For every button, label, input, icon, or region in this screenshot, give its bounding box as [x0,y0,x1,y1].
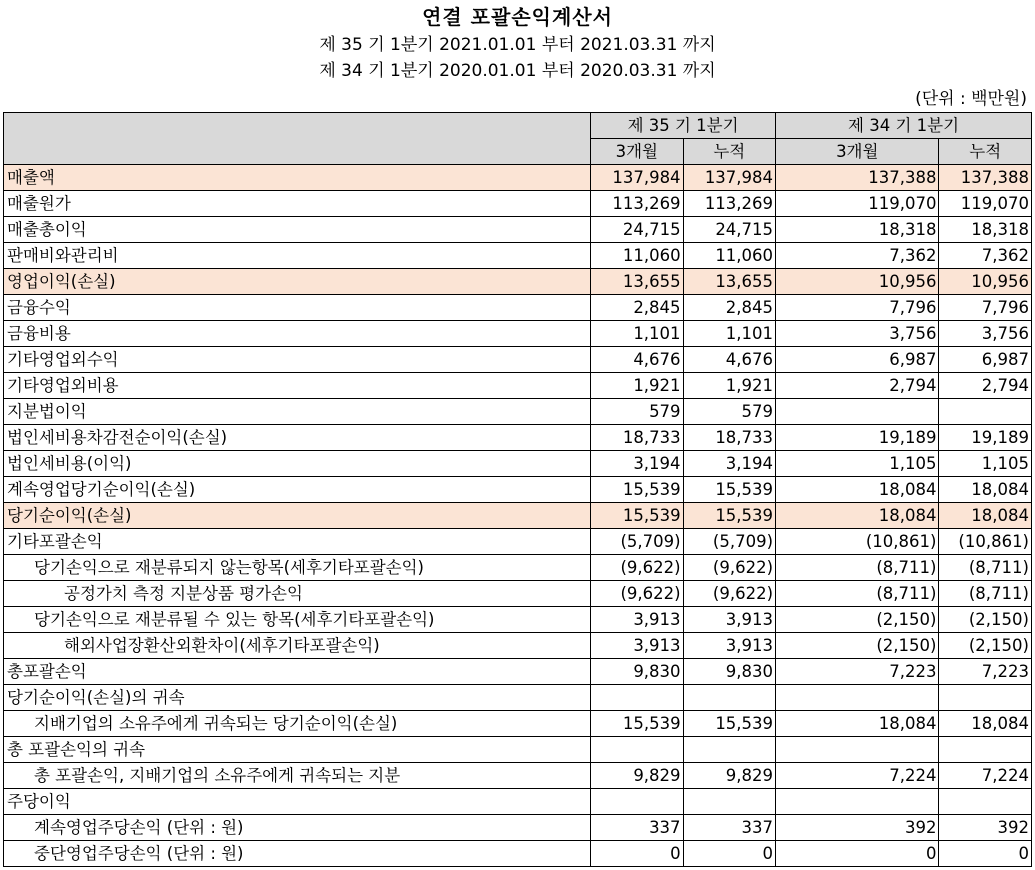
period-current: 제 35 기 1분기 2021.01.01 부터 2021.03.31 까지 [319,35,716,55]
prior-cum-value: 137,388 [939,165,1032,191]
current-3m-value: 1,921 [591,373,683,399]
prior-3m-value: (2,150) [776,607,939,633]
table-row [4,217,1032,243]
header-group-prior: 제 34 기 1분기 [776,113,1032,139]
prior-3m-value [776,399,939,425]
table-row [4,503,1032,529]
prior-3m-value: 119,070 [776,191,939,217]
prior-3m-value [776,685,939,711]
prior-cum-value: (10,861) [939,529,1032,555]
prior-cum-value [939,399,1032,425]
current-3m-value [591,737,683,763]
current-3m-value: (9,622) [591,581,683,607]
current-3m-value: 15,539 [591,477,683,503]
prior-cum-value: 18,084 [939,711,1032,737]
current-3m-value: (9,622) [591,555,683,581]
table-row [4,737,1032,763]
row-label: 계속영업주당손익 (단위 : 원) [4,815,591,841]
row-label: 기타영업외수익 [4,347,591,373]
current-3m-value: 3,913 [591,607,683,633]
table-row [4,529,1032,555]
current-3m-value: 4,676 [591,347,683,373]
current-cum-value: 9,830 [683,659,775,685]
prior-3m-value: 7,796 [776,295,939,321]
income-statement-table [3,112,1032,867]
table-row [4,659,1032,685]
table-row [4,555,1032,581]
current-cum-value: (5,709) [683,529,775,555]
prior-3m-value: 3,756 [776,321,939,347]
row-label: 당기순이익(손실) [4,503,591,529]
prior-3m-value: 392 [776,815,939,841]
current-cum-value [683,737,775,763]
row-label: 판매비와관리비 [4,243,591,269]
prior-3m-value: (2,150) [776,633,939,659]
table-row [4,347,1032,373]
row-label: 영업이익(손실) [4,269,591,295]
prior-cum-value: (8,711) [939,581,1032,607]
prior-3m-value: 2,794 [776,373,939,399]
current-cum-value: 1,101 [683,321,775,347]
current-cum-value: 137,984 [683,165,775,191]
table-row [4,321,1032,347]
current-cum-value: 15,539 [683,503,775,529]
current-3m-value: 1,101 [591,321,683,347]
current-3m-value: 3,194 [591,451,683,477]
row-label: 주당이익 [4,789,591,815]
prior-3m-value: 137,388 [776,165,939,191]
row-label: 총 포괄손익, 지배기업의 소유주에게 귀속되는 지분 [4,763,591,789]
current-cum-value: 337 [683,815,775,841]
current-cum-value: 1,921 [683,373,775,399]
prior-cum-value: (2,150) [939,607,1032,633]
current-cum-value: 579 [683,399,775,425]
current-cum-value: 13,655 [683,269,775,295]
prior-3m-value: 1,105 [776,451,939,477]
row-label: 지배기업의 소유주에게 귀속되는 당기순이익(손실) [4,711,591,737]
prior-3m-value: 7,362 [776,243,939,269]
current-cum-value: 0 [683,841,775,867]
prior-3m-value: 18,084 [776,503,939,529]
table-row [4,451,1032,477]
unit-label: (단위 : 백만원) [915,89,1027,109]
table-row [4,243,1032,269]
prior-cum-value: 19,189 [939,425,1032,451]
current-cum-value: 3,913 [683,607,775,633]
table-row [4,581,1032,607]
current-3m-value [591,789,683,815]
row-label: 총포괄손익 [4,659,591,685]
prior-cum-value [939,737,1032,763]
prior-cum-value: 3,756 [939,321,1032,347]
header-blank [4,113,591,165]
table-row [4,269,1032,295]
prior-3m-value: 18,084 [776,711,939,737]
current-cum-value: 2,845 [683,295,775,321]
table-row [4,399,1032,425]
row-label: 기타포괄손익 [4,529,591,555]
current-3m-value: 579 [591,399,683,425]
prior-3m-value [776,737,939,763]
prior-3m-value: (8,711) [776,581,939,607]
current-cum-value: (9,622) [683,555,775,581]
current-cum-value: 15,539 [683,477,775,503]
current-3m-value: 13,655 [591,269,683,295]
header-current-3m: 3개월 [591,139,683,165]
row-label: 매출원가 [4,191,591,217]
current-3m-value: 11,060 [591,243,683,269]
prior-cum-value: (8,711) [939,555,1032,581]
table-row [4,607,1032,633]
current-cum-value [683,789,775,815]
current-cum-value: 9,829 [683,763,775,789]
prior-cum-value: 6,987 [939,347,1032,373]
current-3m-value: 15,539 [591,503,683,529]
prior-3m-value: 6,987 [776,347,939,373]
table-row [4,477,1032,503]
prior-cum-value: 7,224 [939,763,1032,789]
prior-cum-value: 392 [939,815,1032,841]
row-label: 해외사업장환산외환차이(세후기타포괄손익) [4,633,591,659]
prior-cum-value: 1,105 [939,451,1032,477]
table-row [4,165,1032,191]
prior-cum-value: 7,223 [939,659,1032,685]
current-cum-value: 4,676 [683,347,775,373]
table-row [4,763,1032,789]
prior-3m-value: 0 [776,841,939,867]
statement-title: 연결 포괄손익계산서 [422,5,613,29]
current-cum-value: 24,715 [683,217,775,243]
prior-cum-value: 0 [939,841,1032,867]
current-3m-value: (5,709) [591,529,683,555]
current-3m-value: 2,845 [591,295,683,321]
prior-cum-value: (2,150) [939,633,1032,659]
prior-cum-value: 7,362 [939,243,1032,269]
row-label: 당기손익으로 재분류될 수 있는 항목(세후기타포괄손익) [4,607,591,633]
prior-cum-value [939,789,1032,815]
row-label: 총 포괄손익의 귀속 [4,737,591,763]
row-label: 당기손익으로 재분류되지 않는항목(세후기타포괄손익) [4,555,591,581]
current-cum-value: 18,733 [683,425,775,451]
prior-3m-value: 7,224 [776,763,939,789]
header-group-current: 제 35 기 1분기 [591,113,776,139]
table-row [4,815,1032,841]
prior-3m-value: 18,318 [776,217,939,243]
row-label: 공정가치 측정 지분상품 평가손익 [4,581,591,607]
row-label: 금융수익 [4,295,591,321]
table-row [4,711,1032,737]
prior-cum-value [939,685,1032,711]
current-cum-value: 11,060 [683,243,775,269]
current-3m-value: 9,829 [591,763,683,789]
current-3m-value: 0 [591,841,683,867]
prior-3m-value [776,789,939,815]
row-label: 법인세비용차감전순이익(손실) [4,425,591,451]
row-label: 계속영업당기순이익(손실) [4,477,591,503]
row-label: 매출액 [4,165,591,191]
row-label: 금융비용 [4,321,591,347]
table-row [4,685,1032,711]
header-current-cum: 누적 [683,139,775,165]
prior-cum-value: 18,084 [939,503,1032,529]
prior-3m-value: 18,084 [776,477,939,503]
table-row [4,373,1032,399]
current-3m-value: 137,984 [591,165,683,191]
header-prior-3m: 3개월 [776,139,939,165]
table-row [4,425,1032,451]
prior-3m-value: (10,861) [776,529,939,555]
prior-3m-value: 19,189 [776,425,939,451]
current-cum-value: 113,269 [683,191,775,217]
prior-cum-value: 18,318 [939,217,1032,243]
table-row [4,841,1032,867]
table-row [4,191,1032,217]
table-row [4,295,1032,321]
period-prior: 제 34 기 1분기 2020.01.01 부터 2020.03.31 까지 [319,61,716,81]
prior-cum-value: 119,070 [939,191,1032,217]
current-cum-value: 15,539 [683,711,775,737]
current-cum-value: 3,194 [683,451,775,477]
row-label: 중단영업주당손익 (단위 : 원) [4,841,591,867]
current-3m-value: 15,539 [591,711,683,737]
row-label: 지분법이익 [4,399,591,425]
table-body [4,165,1032,867]
current-3m-value: 9,830 [591,659,683,685]
row-label: 매출총이익 [4,217,591,243]
table-row [4,789,1032,815]
prior-3m-value: 10,956 [776,269,939,295]
prior-3m-value: (8,711) [776,555,939,581]
current-3m-value: 3,913 [591,633,683,659]
table-row [4,633,1032,659]
prior-3m-value: 7,223 [776,659,939,685]
current-3m-value: 24,715 [591,217,683,243]
row-label: 기타영업외비용 [4,373,591,399]
current-cum-value: 3,913 [683,633,775,659]
current-3m-value: 18,733 [591,425,683,451]
current-3m-value: 337 [591,815,683,841]
row-label: 당기순이익(손실)의 귀속 [4,685,591,711]
current-3m-value [591,685,683,711]
prior-cum-value: 2,794 [939,373,1032,399]
prior-cum-value: 18,084 [939,477,1032,503]
current-cum-value: (9,622) [683,581,775,607]
prior-cum-value: 10,956 [939,269,1032,295]
current-3m-value: 113,269 [591,191,683,217]
row-label: 법인세비용(이익) [4,451,591,477]
header-prior-cum: 누적 [939,139,1032,165]
current-cum-value [683,685,775,711]
prior-cum-value: 7,796 [939,295,1032,321]
